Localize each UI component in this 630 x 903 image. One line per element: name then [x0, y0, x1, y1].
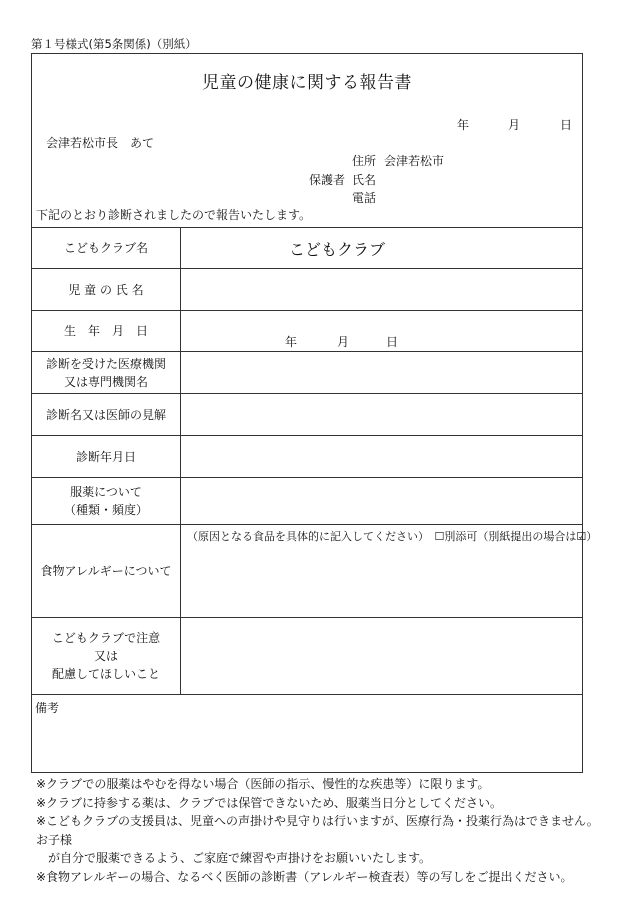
address-value: 会津若松市 [384, 154, 445, 168]
remarks-label: 備考 [35, 701, 60, 715]
date-day-label: 日 [560, 118, 573, 132]
address-label: 住所 [352, 154, 377, 168]
addressee: 会津若松市長 あて [46, 136, 155, 150]
attention-field[interactable] [181, 618, 583, 695]
date-month-label: 月 [508, 118, 521, 132]
birth-month-label: 月 [337, 335, 350, 349]
attention-label-line-3: 配慮してほしいこと [51, 667, 160, 681]
diagnosis-date-label: 診断年月日 [32, 436, 181, 478]
intro-text: 下記のとおり診断されましたので報告いたします。 [36, 208, 312, 222]
medication-label-line-2: （種類・頻度） [63, 503, 148, 517]
attention-label-line-2: 又は [93, 649, 118, 663]
institution-label-line-1: 診断を受けた医療機関 [45, 356, 166, 371]
birth-day-label: 日 [386, 335, 399, 349]
attention-label [32, 618, 181, 695]
date-year-label: 年 [457, 118, 470, 132]
club-name-field[interactable] [181, 228, 583, 269]
form-title: 児童の健康に関する報告書 [202, 73, 412, 93]
diagnosis-label: 診断名又は医師の見解 [32, 394, 181, 436]
food-allergy-field[interactable] [181, 525, 598, 618]
institution-field[interactable] [181, 352, 583, 394]
table-row [32, 618, 583, 695]
birth-date-label: 生 年 月 日 [32, 311, 181, 352]
note-item: ※こどもクラブの支援員は、児童への声掛けや見守りは行いますが、医療行為・投薬行為はできません。お子様 [36, 814, 599, 847]
table-row [32, 394, 583, 436]
guardian-label: 保護者 [309, 173, 346, 187]
phone-label: 電話 [352, 191, 377, 205]
medication-label [32, 478, 181, 525]
table-row [32, 436, 583, 478]
form-number-label: 第１号様式(第5条関係)（別紙） [31, 37, 197, 51]
institution-label-line-2: 又は専門機関名 [63, 374, 148, 389]
food-allergy-label: 食物アレルギーについて [32, 525, 181, 618]
club-name-value: こどもクラブ [289, 239, 386, 259]
note-item: ※クラブに持参する薬は、クラブでは保管できないため、服薬当日分としてください。 [36, 795, 502, 810]
diagnosis-date-field[interactable] [181, 436, 583, 478]
table-row [32, 525, 583, 618]
birth-date-field[interactable] [181, 311, 583, 352]
table-row [32, 311, 583, 352]
food-allergy-instruction: （原因となる食品を具体的に記入してください） ☐別添可（別紙提出の場合は☑） [187, 530, 598, 543]
table-row [32, 228, 583, 269]
club-name-label: こどもクラブ名 [32, 228, 181, 269]
table-row [32, 352, 583, 394]
attention-label-line-1: こどもクラブで注意 [51, 631, 161, 645]
guardian-name-label: 氏名 [352, 173, 377, 187]
remarks-field[interactable] [31, 694, 583, 774]
medication-field[interactable] [181, 478, 583, 525]
child-name-field[interactable] [181, 269, 583, 311]
note-item-continuation: が自分で服薬できるよう、ご家庭で練習や声掛けをお願いいたします。 [48, 851, 432, 865]
notes-section [36, 775, 606, 886]
table-row [32, 478, 583, 525]
report-form [31, 53, 598, 773]
birth-year-label: 年 [285, 335, 298, 349]
child-name-label: 児 童 の 氏 名 [32, 269, 181, 311]
report-table [31, 227, 598, 695]
table-row [32, 269, 583, 311]
medication-label-line-1: 服薬について [70, 485, 142, 499]
institution-label [32, 352, 181, 394]
note-item: ※食物アレルギーの場合、なるべく医師の診断書（アレルギー検査表）等の写しをご提出ください。 [36, 869, 573, 884]
diagnosis-field[interactable] [181, 394, 583, 436]
note-item: ※クラブでの服薬はやむを得ない場合（医師の指示、慢性的な疾患等）に限ります。 [36, 777, 490, 791]
